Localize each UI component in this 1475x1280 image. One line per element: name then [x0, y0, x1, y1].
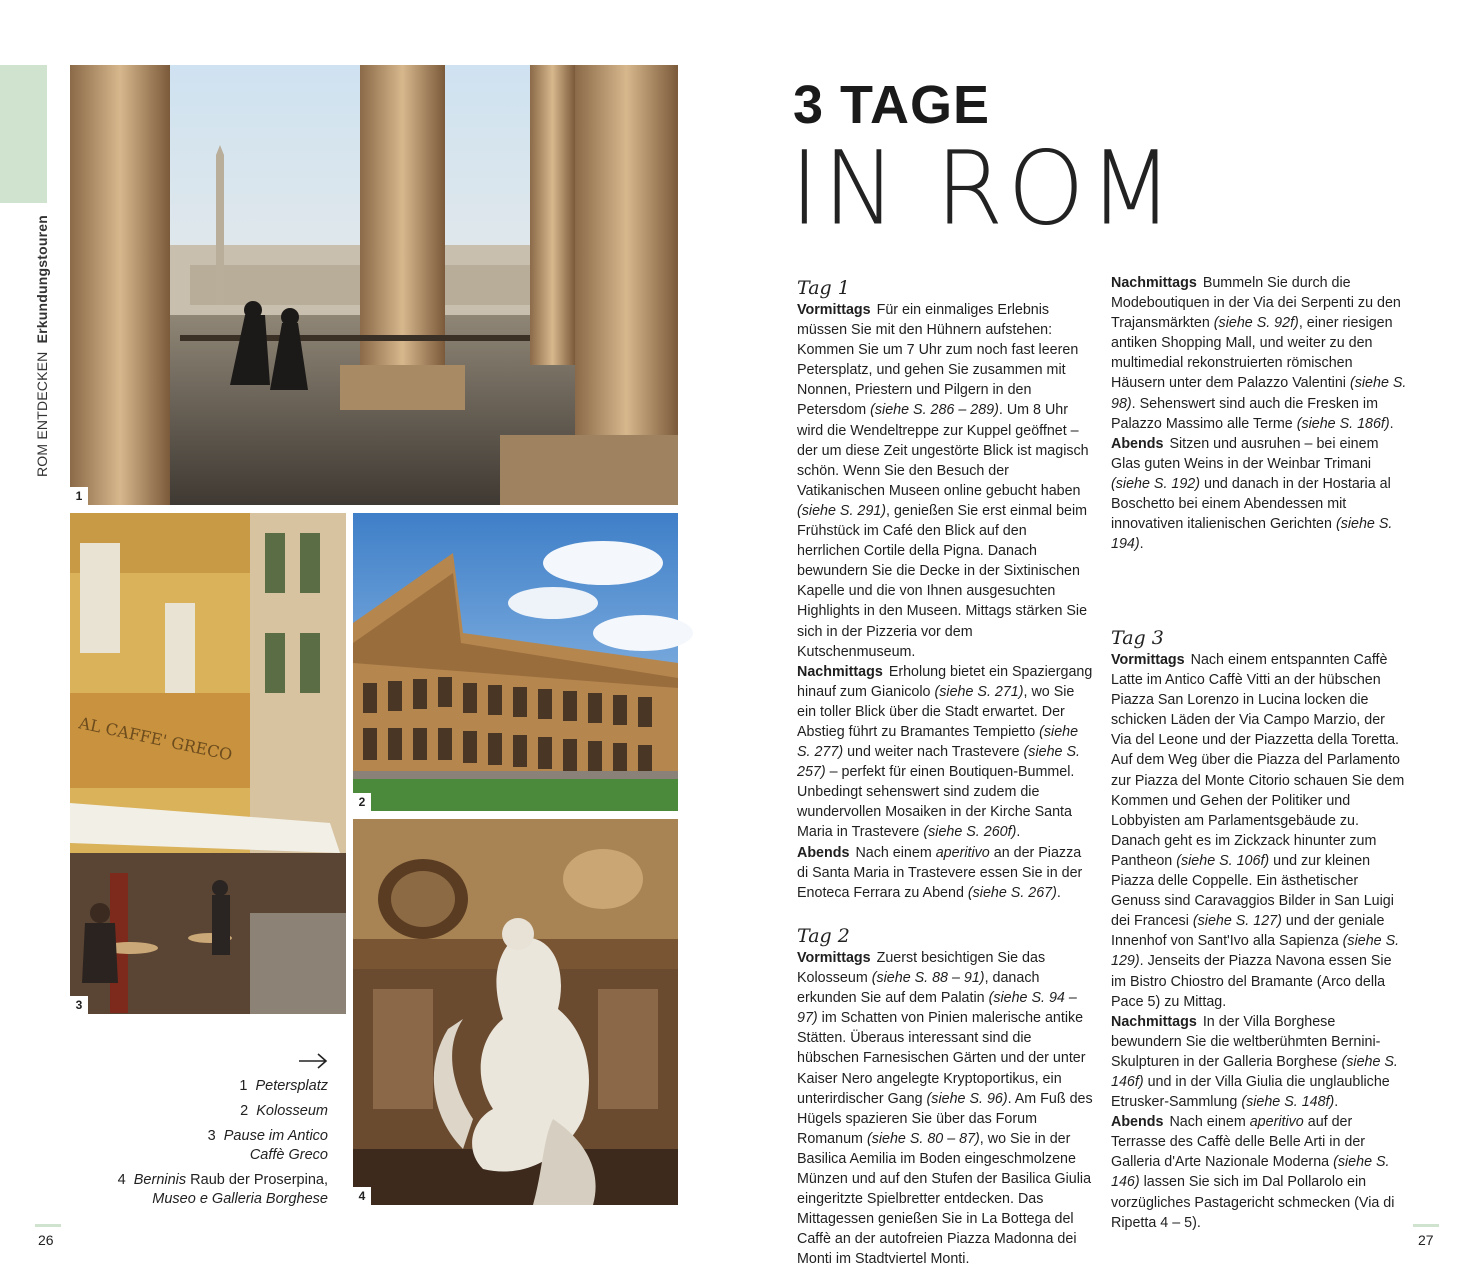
page-marker-left	[35, 1224, 61, 1227]
text-column-left	[797, 276, 1093, 903]
tag2-nachmittags: Nachmittags Bummeln Sie durch die Modeboutiquen in der Via dei Serpenti zu den Trajansmärkten (siehe S. 92f), einer riesigen antiken Shopping Mall, und weiter zu den multimedial rekonstruierten römischen Häusern unter dem Palazzo Valentini (siehe S. 98). Sehenswert sind auch die Fresken im Palazzo Massimo alle Terme (siehe S. 186f).	[1111, 275, 1407, 432]
caption-1: 1 Petersplatz	[239, 1078, 328, 1094]
page-number-left: 26	[38, 1232, 54, 1248]
tag1-heading: Tag 1	[797, 277, 850, 299]
chapter-name: Erkundungstouren	[34, 214, 50, 344]
tag2-vormittags: Vormittags Zuerst besichtigen Sie das Kolosseum (siehe S. 88 – 91), danach erkunden Sie auf dem Palatin (siehe S. 94 – 97) im Schatten von Pinien malerische antike Stätten. Überaus interessant sind die hübschen Farnesischen Gärten und der unter Kaiser Nero angelegte Kryptoportikus, ein unterirdischer Gang (siehe S. 96). Am Fuß des Hügels spazieren Sie über das Forum Romanum (siehe S. 80 – 87), wo Sie in der Basilica Aemilia im Boden eingeschmolzene Münzen und auf den Stufen der Basilica Giulia eingeritzte Spielbretter entdecken. Das Mittagessen genießen Sie in La Bottega del Caffè an der autofreien Piazza Madonna dei Monti im Stadtviertel Monti.	[797, 950, 1093, 1268]
photo-kolosseum	[353, 513, 678, 811]
tag3-vormittags: Vormittags Nach einem entspannten Caffè Latte im Antico Caffè Vitti an der hübschen Piazza San Lorenzo in Lucina locken die schicken Läden der Via Campo Marzio, der Via del Leone und der Piazzetta della Toretta. Auf dem Weg über die Piazza del Parlamento zur Piazza del Monte Citorio schauen Sie dem Kommen und Gehen der Politiker und Lobbyisten am Parlamentsgebäude zu. Danach geht es im Zickzack hinunter zum Pantheon (siehe S. 106f) und zur kleinen Piazza delle Coppelle. Ein ästhetischer Genuss sind Caravaggios Bilder in San Luigi dei Francesi (siehe S. 127) und der geniale Innenhof von Sant'Ivo alla Sapienza (siehe S. 129). Jenseits der Piazza Navona essen Sie im Bistro Chiostro del Bramante (Arco della Pace 5) zu Mittag.	[1111, 652, 1405, 1010]
caption-4: 4 Berninis Raub der Proserpina, Museo e Galleria Borghese	[117, 1172, 328, 1207]
arrow-right-icon	[298, 1052, 328, 1070]
section-name: ROM ENTDECKEN	[34, 351, 50, 477]
tag1-nachmittags: Nachmittags Erholung bietet ein Spaziergang hinauf zum Gianicolo (siehe S. 271), wo Sie ein toller Blick über die Stadt erwartet. Der Abstieg führt zu Bramantes Tempietto (siehe S. 277) und weiter nach Trastevere (siehe S. 257) – perfekt für einen Boutiquen-Bummel. Unbedingt sehenswert sind zudem die wundervollen Mosaiken in der Kirche Santa Maria in Trastevere (siehe S. 260f).	[797, 663, 1093, 841]
text-column-right-tag3	[1111, 626, 1407, 1233]
section-color-tab	[0, 65, 47, 203]
tag3-abends: Abends Nach einem aperitivo auf der Terrasse des Caffè delle Belle Arti in der Galleria d'Arte Nazionale Moderna (siehe S. 146) lassen Sie sich im Dal Pollarolo ein vorzügliches Pastagericht schmecken (Via di Ripetta 4 – 5).	[1111, 1114, 1395, 1231]
photo-bernini-proserpina	[353, 819, 678, 1205]
page-number-right: 27	[1418, 1232, 1434, 1248]
tag1-vormittags: Vormittags Für ein einmaliges Erlebnis müssen Sie mit den Hühnern aufstehen: Kommen Sie um 7 Uhr zum noch fast leeren Petersplatz, und gehen Sie zusammen mit Nonnen, Priestern und Pilgern in den Petersdom (siehe S. 286 – 289). Um 8 Uhr wird die Wendeltreppe zur Kuppel geöffnet – der um diese Zeit ungestörte Blick ist magisch schön. Wenn Sie den Besuch der Vatikanischen Museen online gebucht haben (siehe S. 291), genießen Sie erst einmal beim Frühstück im Café den Blick auf den herrlichen Cortile della Pigna. Danach bewundern Sie die Decke in der Sixtinischen Kapelle und die von Ihnen ausgesuchten Highlights in den Museen. Mittags stärken Sie sich in der Pizzeria vor dem Kutschenmuseum.	[797, 302, 1089, 660]
page-marker-right	[1413, 1224, 1439, 1227]
photo-number: 1	[70, 487, 88, 505]
tag2-abends: Abends Sitzen und ausruhen – bei einem Glas guten Weins in der Weinbar Trimani (siehe S. 192) und danach in der Hostaria al Boschetto bei einem Abendessen mit innovativen italienischen Gerichten (siehe S. 194).	[1111, 435, 1393, 553]
tag1-abends: Abends Nach einem aperitivo an der Piazza di Santa Maria in Trastevere essen Sie in der Enoteca Ferrara zu Abend (siehe S. 267).	[797, 844, 1083, 901]
caption-3: 3 Pause im Antico Caffè Greco	[207, 1128, 328, 1163]
photo-number: 4	[353, 1187, 371, 1205]
tag3-heading: Tag 3	[1111, 627, 1164, 649]
caption-2: 2 Kolosseum	[240, 1103, 328, 1119]
section-side-label	[34, 215, 50, 477]
page-title-line2: IN ROM	[790, 129, 1178, 249]
tag3-nachmittags: Nachmittags In der Villa Borghese bewundern Sie die weltberühmten Bernini-Skulpturen in der Galleria Borghese (siehe S. 146f) und in der Villa Giulia die unglaubliche Etrusker-Sammlung (siehe S. 148f).	[1111, 1013, 1398, 1111]
caffe-greco-sign: AL CAFFE' GRECO	[77, 713, 235, 765]
photo-caffe-greco	[70, 513, 346, 1014]
tag2-heading: Tag 2	[797, 925, 850, 947]
photo-petersplatz	[70, 65, 678, 505]
page-title-line1: 3 TAGE	[793, 75, 991, 135]
photo-number: 2	[353, 793, 371, 811]
photo-captions	[68, 1077, 328, 1215]
text-column-left-tag2	[797, 924, 1093, 1268]
text-column-right	[1111, 273, 1407, 554]
photo-number: 3	[70, 996, 88, 1014]
